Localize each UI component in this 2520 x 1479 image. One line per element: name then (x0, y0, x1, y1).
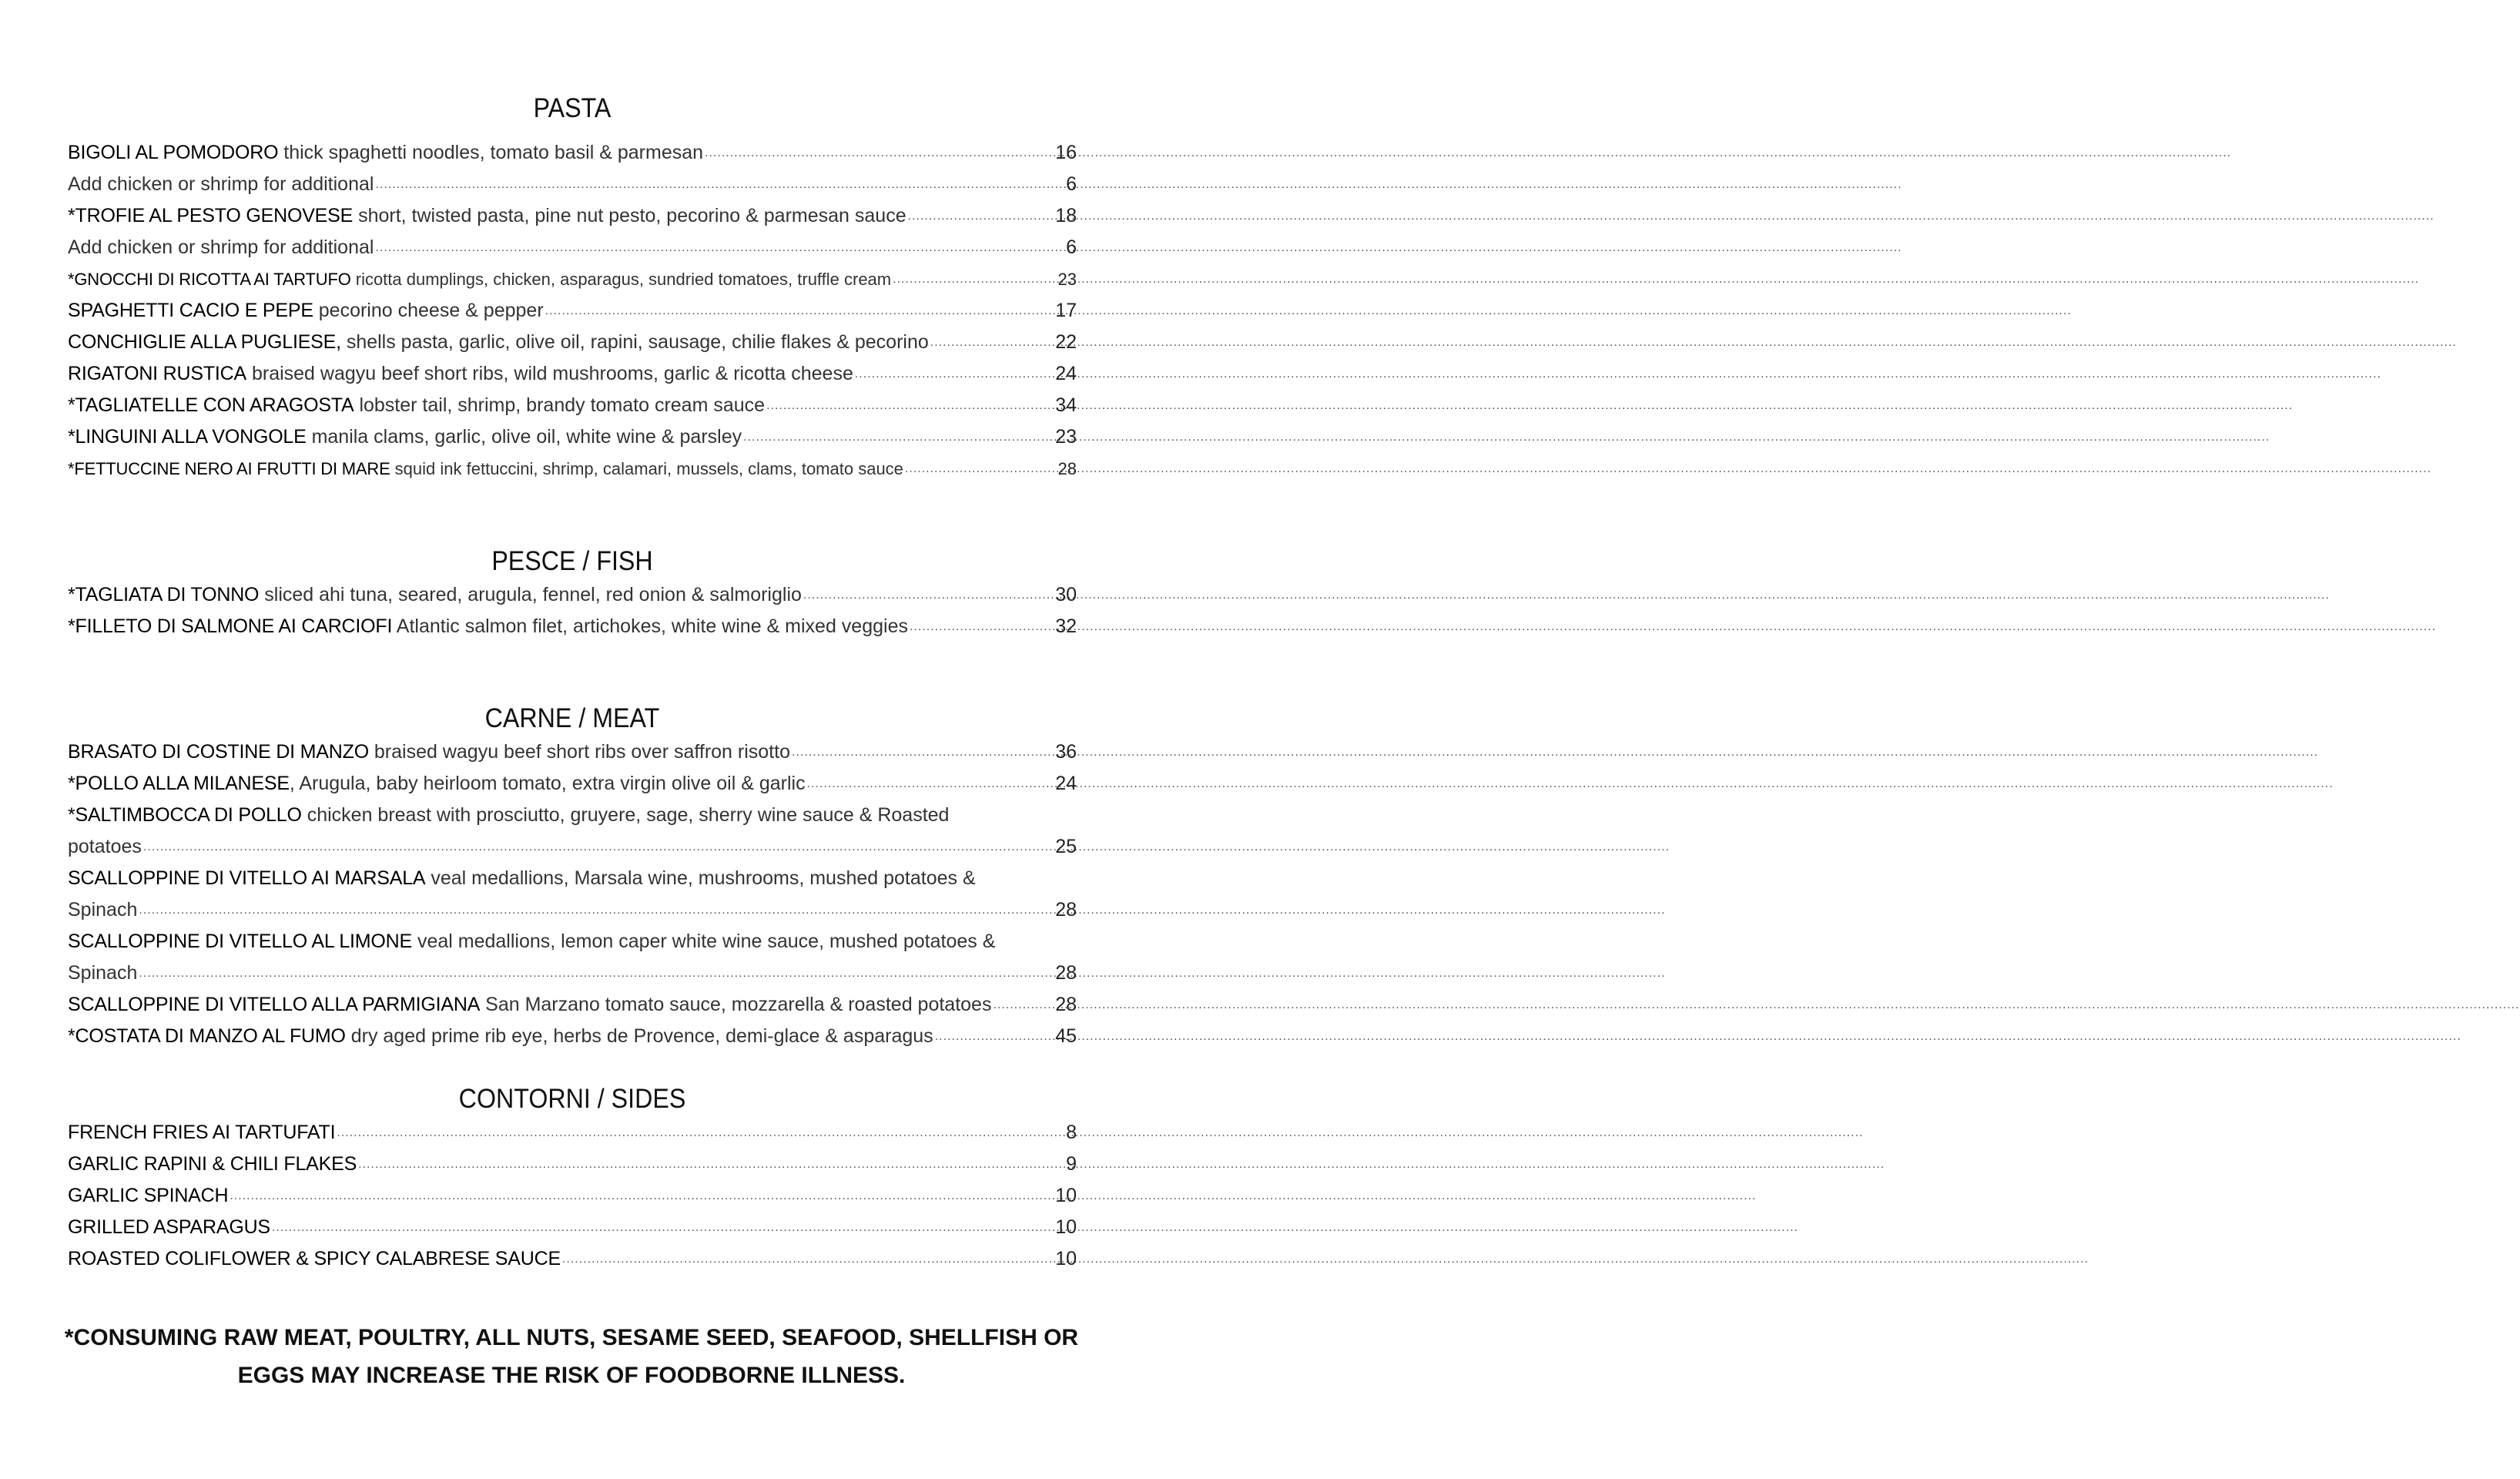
menu-item (68, 579, 1077, 611)
item-price: 18 (1055, 205, 1077, 226)
dot-leader (853, 358, 1055, 390)
item-name: *LINGUINI ALLA VONGOLE (68, 426, 307, 448)
item-desc: Add chicken or shrimp for additional (68, 236, 374, 258)
dot-leader (891, 263, 1057, 295)
item-desc: manila clams, garlic, olive oil, white wine & parsley (306, 426, 742, 448)
item-price: 9 (1066, 1153, 1077, 1175)
dot-leader (561, 1243, 1055, 1275)
menu-item (68, 768, 1077, 800)
item-name: *POLLO ALLA MILANESE (68, 773, 290, 794)
item-name: *COSTATA DI MANZO AL FUMO (68, 1025, 346, 1047)
item-desc: veal medallions, Marsala wine, mushrooms, mushed potatoes & (425, 867, 976, 889)
item-name: *SALTIMBOCCA DI POLLO (68, 804, 302, 826)
menu-item (68, 390, 1077, 421)
dot-leader (142, 831, 1055, 863)
menu-item (68, 1212, 1077, 1243)
item-price: 45 (1055, 1025, 1077, 1047)
item-desc: , Arugula, baby heirloom tomato, extra virgin olive oil & garlic (289, 773, 806, 794)
item-price: 32 (1055, 615, 1077, 637)
item-desc: ricotta dumplings, chicken, asparagus, sundried tomatoes, truffle cream (350, 270, 892, 289)
dot-leader (790, 736, 1055, 768)
menu-item (68, 232, 1077, 263)
dot-leader (228, 1180, 1055, 1212)
item-price: 28 (1055, 899, 1077, 921)
dot-leader (806, 768, 1056, 800)
menu-item (68, 200, 1077, 232)
item-name: BIGOLI AL POMODORO (68, 142, 279, 163)
menu-item (68, 736, 1077, 768)
item-name: SCALLOPPINE DI VITELLO AL LIMONE (68, 931, 413, 952)
menu-item (68, 611, 1077, 642)
item-name: *FETTUCCINE NERO AI FRUTTI DI MARE (68, 459, 390, 478)
item-name: CONCHIGLIE ALLA PUGLIESE, (68, 331, 341, 353)
item-name: SCALLOPPINE DI VITELLO AI MARSALA (68, 867, 426, 889)
item-desc: sliced ahi tuna, seared, arugula, fennel, red onion & salmoriglio (259, 584, 802, 605)
item-name: SPAGHETTI CACIO E PEPE (68, 300, 313, 321)
menu-item (68, 989, 1077, 1021)
section-title-fish: PESCE / FISH (491, 546, 653, 576)
section-sides (68, 1082, 1077, 1275)
dot-leader (933, 1021, 1056, 1052)
item-price: 10 (1055, 1185, 1077, 1206)
item-price: 22 (1055, 331, 1077, 353)
dot-leader (335, 1117, 1066, 1149)
item-desc: Add chicken or shrimp for additional (68, 173, 374, 195)
item-price: 10 (1055, 1216, 1077, 1238)
item-price: 23 (1055, 426, 1077, 448)
menu-item (68, 1180, 1077, 1212)
menu-item (68, 863, 1077, 926)
item-name: *FILLETO DI SALMONE AI CARCIOFI (68, 615, 393, 637)
item-name: BRASATO DI COSTINE DI MANZO (68, 741, 369, 763)
menu-item (68, 327, 1077, 358)
item-name: FRENCH FRIES AI TARTUFATI (68, 1122, 336, 1143)
item-desc: Atlantic salmon filet, artichokes, white wine & mixed veggies (392, 615, 908, 637)
menu-item (68, 263, 1077, 295)
menu-page (0, 0, 1143, 1479)
item-desc: lobster tail, shrimp, brandy tomato cream sauce (354, 394, 766, 416)
section-title-pasta: PASTA (533, 93, 612, 123)
item-name: ROASTED COLIFLOWER & SPICY CALABRESE SAUCE (68, 1248, 561, 1269)
menu-item (68, 1243, 1077, 1275)
item-name: *GNOCCHI DI RICOTTA AI TARTUFO (68, 270, 351, 289)
dot-leader (357, 1149, 1066, 1180)
item-name: *TAGLIATA DI TONNO (68, 584, 260, 605)
item-price: 24 (1055, 363, 1077, 384)
dot-leader (270, 1212, 1055, 1243)
item-name: RIGATONI RUSTICA (68, 363, 247, 384)
menu-item (68, 295, 1077, 327)
menu-item (68, 1021, 1077, 1052)
dot-leader (544, 295, 1056, 327)
dot-leader (802, 579, 1055, 611)
item-desc: veal medallions, lemon caper white wine sauce, mushed potatoes & (412, 931, 996, 952)
item-name: *TROFIE AL PESTO GENOVESE (68, 205, 354, 226)
item-price: 36 (1055, 741, 1077, 763)
item-name: GARLIC RAPINI & CHILI FLAKES (68, 1153, 357, 1175)
section-title-meat: CARNE / MEAT (484, 703, 660, 733)
section-pasta (68, 91, 1077, 485)
menu-item (68, 800, 1077, 863)
item-price: 10 (1055, 1248, 1077, 1269)
dot-leader (929, 327, 1055, 358)
dot-leader (765, 390, 1055, 421)
dot-leader (991, 989, 1055, 1021)
dot-leader (742, 421, 1055, 453)
item-name: SCALLOPPINE DI VITELLO ALLA PARMIGIANA (68, 994, 481, 1015)
item-desc: pecorino cheese & pepper (313, 300, 544, 321)
item-name: GRILLED ASPARAGUS (68, 1216, 270, 1238)
section-title-sides: CONTORNI / SIDES (458, 1084, 686, 1114)
menu-item (68, 453, 1077, 485)
item-price: 23 (1057, 270, 1077, 289)
item-price: 28 (1055, 962, 1077, 984)
item-price: 16 (1055, 142, 1077, 163)
menu-item (68, 1149, 1077, 1180)
menu-item (68, 421, 1077, 453)
item-name: *TAGLIATELLE CON ARAGOSTA (68, 394, 354, 416)
item-desc: shells pasta, garlic, olive oil, rapini, sausage, chilie flakes & pecorino (340, 331, 929, 353)
item-price: 6 (1066, 173, 1077, 195)
item-desc: braised wagyu beef short ribs over saffron risotto (368, 741, 790, 763)
item-desc: chicken breast with prosciutto, gruyere, sage, sherry wine sauce & Roasted (301, 804, 950, 826)
menu-item (68, 137, 1077, 169)
item-desc: San Marzano tomato sauce, mozzarella & roasted potatoes (480, 994, 992, 1015)
item-price: 17 (1055, 300, 1077, 321)
item-price: 30 (1055, 584, 1077, 605)
dot-leader (137, 957, 1055, 989)
item-price: 6 (1066, 236, 1077, 258)
dot-leader (137, 894, 1055, 926)
menu-item (68, 926, 1077, 989)
item-desc: braised wagyu beef short ribs, wild mushrooms, garlic & ricotta cheese (246, 363, 853, 384)
item-desc-continued: potatoes (68, 836, 142, 857)
item-price: 28 (1055, 994, 1077, 1015)
item-desc-continued: Spinach (68, 899, 138, 921)
disclaimer-line-2: EGGS MAY INCREASE THE RISK OF FOODBORNE ILLNESS. (237, 1363, 906, 1388)
item-price: 8 (1066, 1122, 1077, 1143)
dot-leader (703, 137, 1055, 169)
item-price: 34 (1055, 394, 1077, 416)
item-price: 25 (1055, 836, 1077, 857)
item-desc: dry aged prime rib eye, herbs de Provence, demi-glace & asparagus (345, 1025, 933, 1047)
food-safety-disclaimer (46, 1319, 1097, 1394)
item-desc: squid ink fettuccini, shrimp, calamari, mussels, clams, tomato sauce (390, 459, 903, 478)
section-meat (68, 701, 1077, 1052)
menu-item (68, 358, 1077, 390)
section-fish (68, 544, 1077, 642)
dot-leader (908, 611, 1055, 642)
item-desc: short, twisted pasta, pine nut pesto, pecorino & parmesan sauce (353, 205, 906, 226)
menu-item (68, 1117, 1077, 1149)
dot-leader (374, 169, 1066, 200)
item-price: 24 (1055, 773, 1077, 794)
dot-leader (903, 453, 1058, 485)
menu-item (68, 169, 1077, 200)
disclaimer-line-1: *CONSUMING RAW MEAT, POULTRY, ALL NUTS, SESAME SEED, SEAFOOD, SHELLFISH OR (64, 1325, 1079, 1350)
item-desc-continued: Spinach (68, 962, 138, 984)
item-price: 28 (1057, 459, 1077, 478)
dot-leader (906, 200, 1056, 232)
item-name: GARLIC SPINACH (68, 1185, 229, 1206)
item-desc: thick spaghetti noodles, tomato basil & parmesan (278, 142, 704, 163)
dot-leader (374, 232, 1066, 263)
